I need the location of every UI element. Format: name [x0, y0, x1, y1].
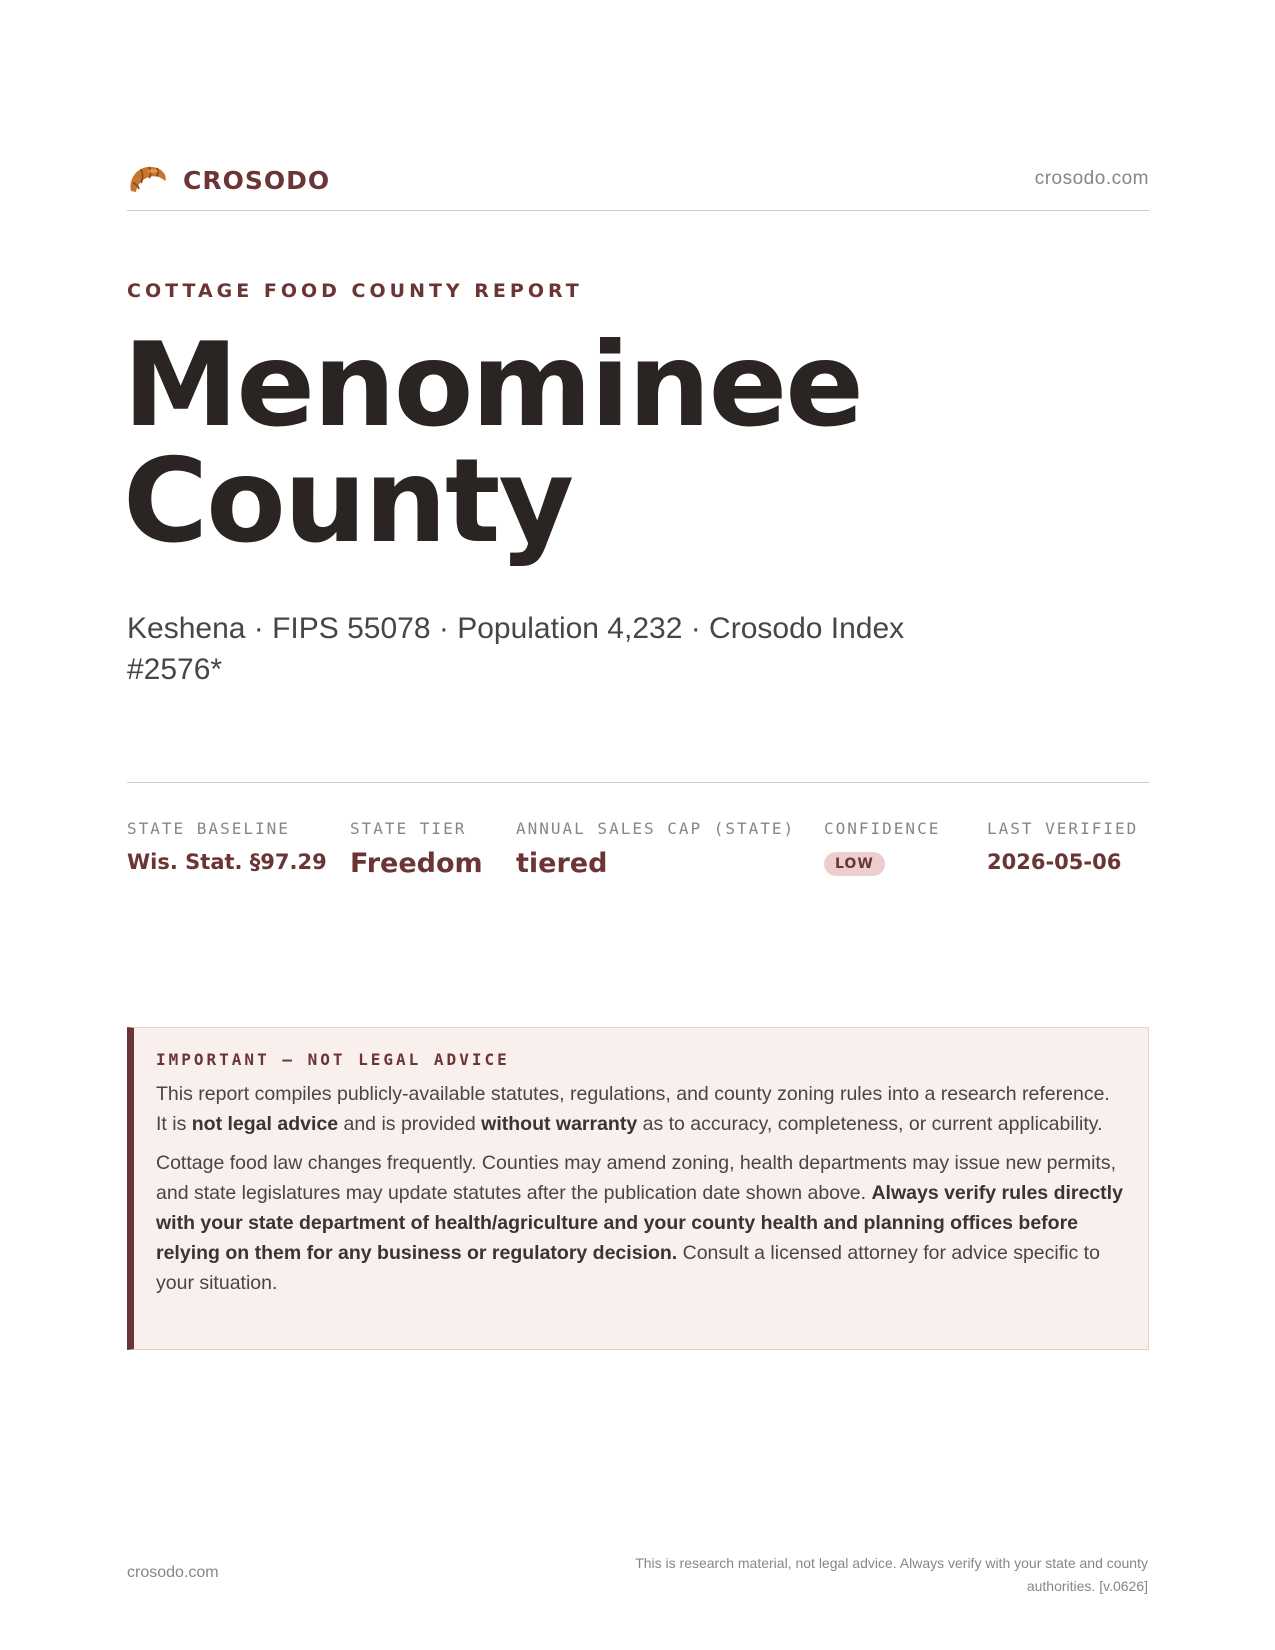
notice-text: Consult a licensed attorney for advice specific to your situation.	[156, 1242, 1100, 1294]
notice-text: as to accuracy, completeness, or current applicability.	[637, 1113, 1103, 1135]
title-line-1: Menominee	[123, 318, 862, 453]
footer-disclaimer: This is research material, not legal advice. Always verify with your state and county authorities. [v.0626]	[635, 1555, 1148, 1594]
notice-emphasis: not legal advice	[191, 1113, 339, 1135]
notice-emphasis: without warranty	[481, 1113, 638, 1135]
stat-sales-cap	[516, 819, 795, 879]
stat-confidence	[824, 819, 940, 876]
title-line-2: County	[123, 434, 573, 569]
stat-label: LAST VERIFIED	[987, 819, 1139, 838]
stat-label: STATE TIER	[350, 819, 467, 838]
stat-label: CONFIDENCE	[824, 819, 941, 838]
stat-value: Wis. Stat. §97.29	[127, 850, 327, 874]
stats-row	[127, 782, 1149, 902]
notice-paragraph-2	[156, 1148, 1124, 1298]
site-link[interactable]: crosodo.com	[1034, 168, 1149, 189]
notice-paragraph-1	[156, 1079, 1124, 1139]
page-title	[123, 318, 1023, 569]
footer-site[interactable]: crosodo.com	[127, 1564, 219, 1581]
stat-state-baseline	[127, 819, 327, 874]
report-eyebrow: COTTAGE FOOD COUNTY REPORT	[127, 280, 583, 302]
notice-text: This report compiles publicly-available statutes, regulations, and county zoning rules into a research reference. It is	[156, 1083, 1110, 1135]
stat-label: STATE BASELINE	[127, 819, 290, 838]
notice-text: Cottage food law changes frequently. Counties may amend zoning, health departments may issue new permits, and state legislatures may update statutes after the publication date shown above.	[156, 1152, 1116, 1204]
stat-state-tier	[350, 819, 483, 879]
stat-value: Freedom	[350, 848, 483, 879]
stat-label: ANNUAL SALES CAP (STATE)	[516, 819, 796, 838]
notice-heading: IMPORTANT — NOT LEGAL ADVICE	[156, 1050, 510, 1069]
stat-value: tiered	[516, 848, 608, 879]
page-header	[127, 156, 1149, 211]
confidence-badge: LOW	[824, 852, 885, 876]
notice-emphasis: Always verify rules directly with your state department of health/agriculture and your county health and planning offices before relying on them for any business or regulatory decision.	[156, 1182, 1123, 1264]
county-subtitle: Keshena · FIPS 55078 · Population 4,232 · Crosodo Index #2576*	[127, 612, 905, 686]
legal-notice	[127, 1027, 1149, 1350]
notice-text: and is provided	[338, 1113, 482, 1135]
brand[interactable]	[127, 160, 330, 200]
stat-last-verified	[987, 819, 1138, 874]
stat-value: 2026-05-06	[987, 850, 1122, 874]
croissant-icon	[127, 161, 169, 199]
brand-name: CROSODO	[183, 165, 331, 195]
